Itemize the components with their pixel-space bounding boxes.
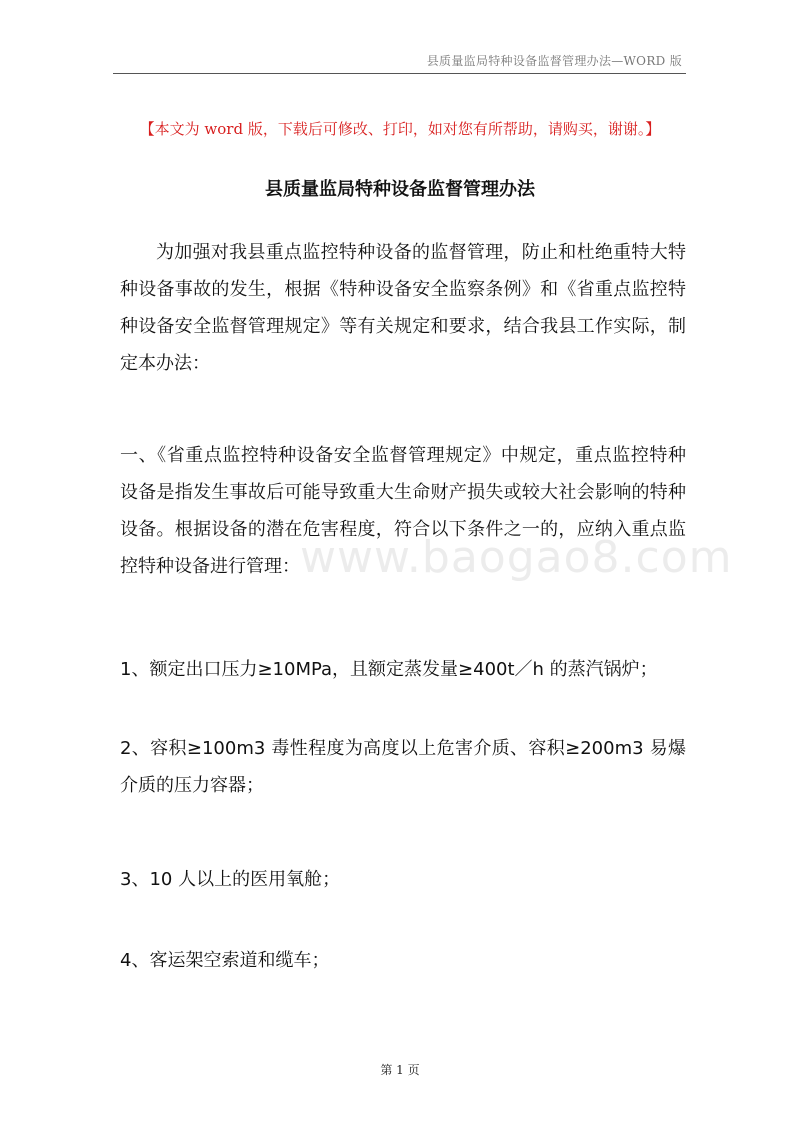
header-divider — [113, 73, 686, 74]
section-one-paragraph: 一、《省重点监控特种设备安全监督管理规定》中规定，重点监控特种设备是指发生事故后可能导致重大生命财产损失或较大社会影响的特种设备。根据设备的潜在危害程度，符合以下条件之一的，应纳入重点监控特种设备进行管理： — [120, 445, 686, 577]
list-item-4: 4、客运架空索道和缆车； — [120, 950, 330, 971]
watermark: www.baogao8.com — [300, 532, 733, 583]
purchase-notice: 【本文为 word 版，下载后可修改、打印，如对您有所帮助，请购买，谢谢。】 — [139, 120, 661, 138]
list-item-1: 1、额定出口压力≥10MPa，且额定蒸发量≥400t／h 的蒸汽锅炉； — [120, 659, 658, 680]
running-header: 县质量监局特种设备监督管理办法—WORD 版 — [426, 54, 682, 68]
intro-paragraph: 为加强对我县重点监控特种设备的监督管理，防止和杜绝重特大特种设备事故的发生，根据《特种设备安全监察条例》和《省重点监控特种设备安全监督管理规定》等有关规定和要求，结合我县工作实际，制定本办法： — [120, 242, 686, 374]
list-item-3: 3、10 人以上的医用氧舱； — [120, 869, 341, 890]
list-item-2: 2、容积≥100m3 毒性程度为高度以上危害介质、容积≥200m3 易爆介质的压力容器； — [120, 738, 686, 796]
page-number: 第 1 页 — [380, 1063, 420, 1077]
document-title: 县质量监局特种设备监督管理办法 — [265, 179, 535, 200]
